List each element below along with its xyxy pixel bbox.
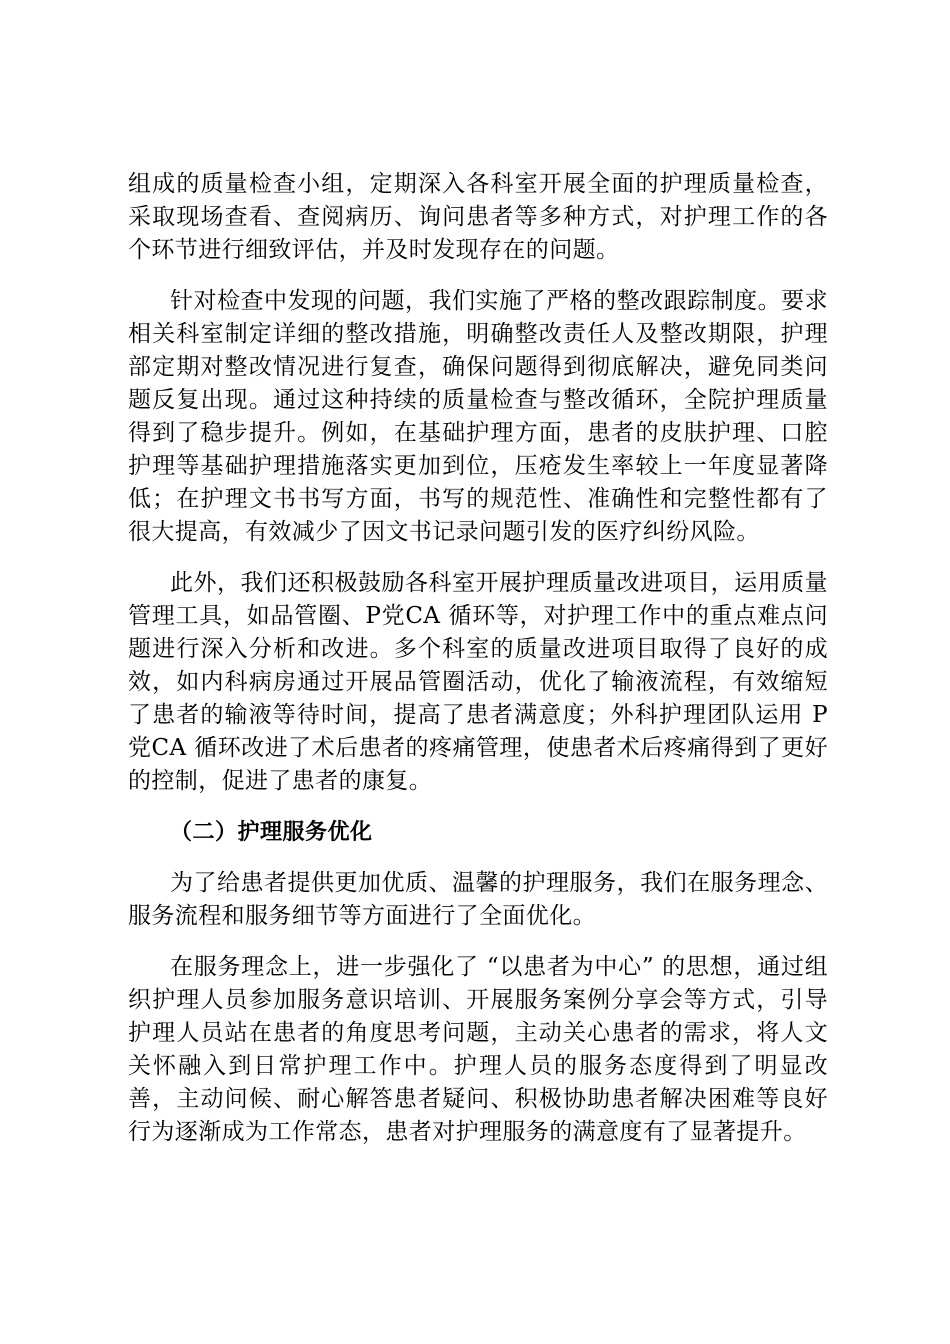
document-body bbox=[128, 168, 828, 1167]
paragraph-quality-improvement-projects: 此外，我们还积极鼓励各科室开展护理质量改进项目，运用质量管理工具，如品管圈、P党CA 循环等，对护理工作中的重点难点问题进行深入分析和改进。多个科室的质量改进项目取得了良好的成效，如内科病房通过开展品管圈活动，优化了输液流程，有效缩短了患者的输液等待时间，提高了患者满意度；外科护理团队运用 P党CA 循环改进了术后患者的疼痛管理，使患者术后疼痛得到了更好的控制，促进了患者的康复。 bbox=[128, 570, 828, 794]
paragraph-service-philosophy: 在服务理念上，进一步强化了 “以患者为中心” 的思想，通过组织护理人员参加服务意识培训、开展服务案例分享会等方式，引导护理人员站在患者的角度思考问题，主动关心患者的需求，将人文关怀融入到日常护理工作中。护理人员的服务态度得到了明显改善，主动问候、耐心解答患者疑问、积极协助患者解决困难等良好行为逐渐成为工作常态，患者对护理服务的满意度有了显著提升。 bbox=[128, 954, 828, 1145]
paragraph-rectification-tracking: 针对检查中发现的问题，我们实施了严格的整改跟踪制度。要求相关科室制定详细的整改措施，明确整改责任人及整改期限，护理部定期对整改情况进行复查，确保问题得到彻底解决，避免同类问题反复出现。通过这种持续的质量检查与整改循环，全院护理质量得到了稳步提升。例如，在基础护理方面，患者的皮肤护理、口腔护理等基础护理措施落实更加到位，压疮发生率较上一年度显著降低；在护理文书书写方面，书写的规范性、准确性和完整性都有了很大提高，有效减少了因文书记录问题引发的医疗纠纷风险。 bbox=[128, 288, 828, 545]
paragraph-quality-inspection-team: 组成的质量检查小组，定期深入各科室开展全面的护理质量检查，采取现场查看、查阅病历、询问患者等多种方式，对护理工作的各个环节进行细致评估，并及时发现存在的问题。 bbox=[128, 171, 828, 263]
paragraph-service-optimization-intro: 为了给患者提供更加优质、温馨的护理服务，我们在服务理念、服务流程和服务细节等方面进行了全面优化。 bbox=[128, 870, 828, 929]
section-heading-service-optimization: （二）护理服务优化 bbox=[170, 820, 373, 845]
